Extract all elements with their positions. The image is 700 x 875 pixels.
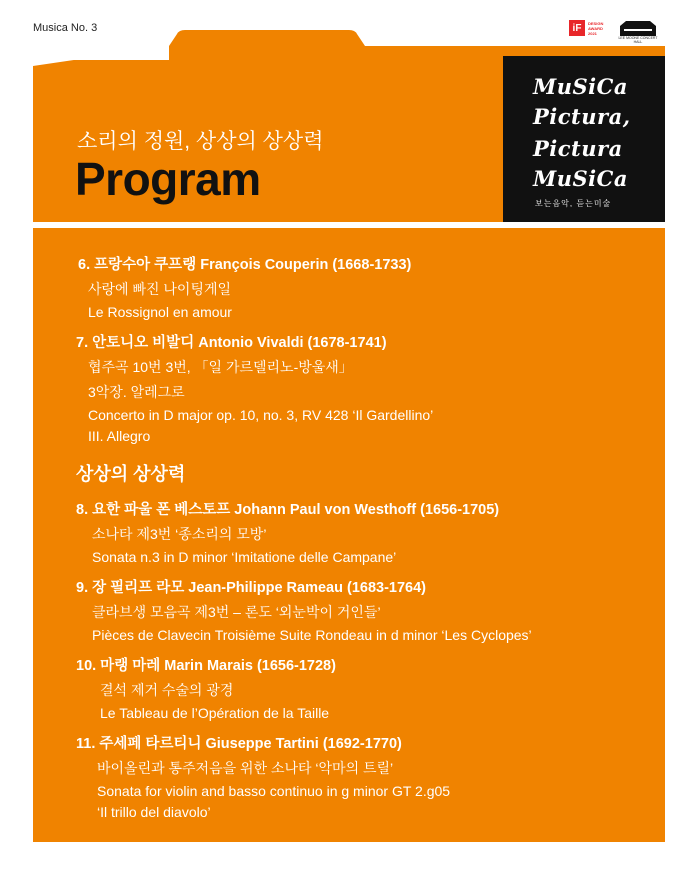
section-heading: 상상의 상상력 bbox=[76, 464, 186, 484]
item-line: 클라브생 모음곡 제3번 – 론도 ‘외눈박이 거인들’ bbox=[92, 604, 381, 620]
program-item-9 bbox=[76, 576, 532, 643]
program-item-10 bbox=[76, 654, 336, 721]
item-heading: 7. 안토니오 비발디 Antonio Vivaldi (1678-1741) bbox=[76, 335, 387, 351]
program-item-11 bbox=[76, 732, 450, 820]
item-line: Le Rossignol en amour bbox=[88, 304, 232, 320]
logo-line-4: MuSiCa bbox=[533, 166, 628, 191]
item-line: 바이올린과 통주저음을 위한 소나타 ‘악마의 트릴’ bbox=[97, 760, 394, 776]
item-line: Pièces de Clavecin Troisième Suite Rondeau in d minor ‘Les Cyclopes’ bbox=[92, 627, 532, 643]
item-heading: 10. 마랭 마레 Marin Marais (1656-1728) bbox=[76, 658, 336, 674]
if-award-text: DESIGN AWARD 2021 bbox=[588, 20, 604, 36]
item-line: III. Allegro bbox=[88, 428, 151, 444]
logo-subtitle: 보는음악, 듣는미술 bbox=[535, 199, 612, 208]
logo-line-1: MuSiCa bbox=[533, 74, 628, 99]
item-heading: 6. 프랑수아 쿠프랭 François Couperin (1668-1733) bbox=[78, 257, 412, 273]
concert-hall-text: LEE MOONE CONCERT HALL bbox=[618, 36, 658, 44]
item-line: Sonata n.3 in D minor ‘Imitatione delle Campane’ bbox=[92, 549, 397, 565]
item-line: Sonata for violin and basso continuo in g minor GT 2.g05 bbox=[97, 783, 451, 799]
item-heading: 11. 주세페 타르티니 Giuseppe Tartini (1692-1770) bbox=[76, 736, 402, 752]
item-line: ‘Il trillo del diavolo’ bbox=[97, 804, 211, 820]
program-item-8 bbox=[76, 498, 499, 565]
item-line: 협주곡 10번 3번, 「일 가르델리노-방울새」 bbox=[88, 359, 353, 375]
issue-label: Musica No. 3 bbox=[33, 22, 98, 34]
page-title: Program bbox=[75, 153, 261, 205]
item-line: 결석 제거 수술의 광경 bbox=[100, 682, 234, 698]
if-logo-icon: iF bbox=[569, 20, 585, 36]
logo-line-3: Pictura bbox=[533, 136, 623, 161]
item-line: 사랑에 빠진 나이팅게일 bbox=[88, 281, 232, 297]
item-line: 3악장. 알레그로 bbox=[88, 384, 185, 400]
program-item-6 bbox=[78, 253, 411, 320]
program-content bbox=[33, 228, 665, 842]
item-line: 소나타 제3번 ‘종소리의 모방’ bbox=[92, 526, 267, 542]
program-item-7 bbox=[76, 331, 433, 444]
item-heading: 8. 요한 파울 폰 베스토프 Johann Paul von Westhoff (1656-1705) bbox=[76, 502, 500, 518]
header-subtitle: 소리의 정원, 상상의 상상력 bbox=[77, 130, 324, 153]
item-heading: 9. 장 필리프 라모 Jean-Philippe Rameau (1683-1764) bbox=[76, 580, 426, 596]
item-line: Le Tableau de l’Opération de la Taille bbox=[100, 705, 330, 721]
musica-pictura-logo bbox=[503, 56, 665, 222]
logo-line-2: Pictura, bbox=[533, 104, 631, 129]
item-line: Concerto in D major op. 10, no. 3, RV 428 ‘Il Gardellino’ bbox=[88, 407, 434, 423]
